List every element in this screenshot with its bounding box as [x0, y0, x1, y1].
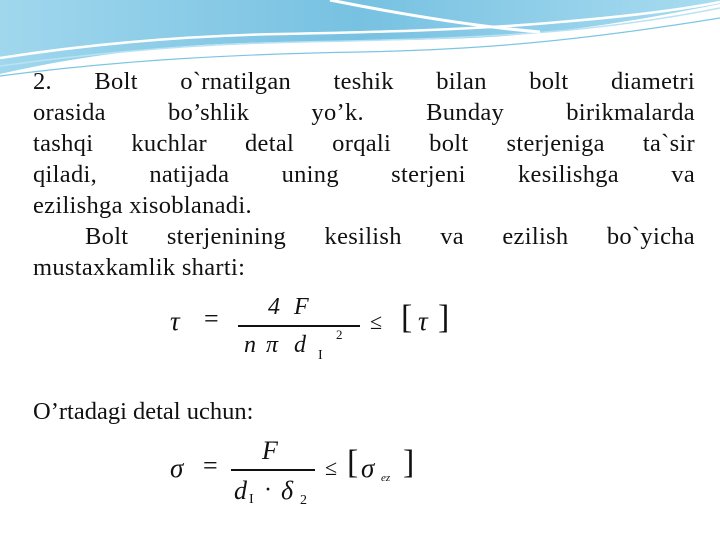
numerator: 4 F — [268, 294, 313, 320]
equals-sign: = — [203, 451, 218, 480]
text-line: tashqi kuchlar detal orqali bolt sterjeniga ta`sir — [33, 130, 695, 157]
text-line: Bolt sterjenining kesilish va ezilish bo`yicha — [85, 223, 695, 250]
leq-sign: ≤ — [370, 309, 383, 334]
left-bracket: [ — [401, 299, 413, 336]
sub-heading: O’rtadagi detal uchun: — [33, 398, 254, 425]
text-line: qiladi, natijada uning sterjeni kesilishga va — [33, 161, 695, 188]
denominator-subscript-1: I — [249, 492, 254, 507]
tau-symbol: τ — [170, 306, 180, 336]
denominator-d: d — [234, 476, 247, 505]
text-line: mustaxkamlik sharti: — [33, 254, 246, 281]
denominator-exponent: 2 — [336, 327, 343, 342]
left-bracket: [ — [347, 444, 359, 481]
allowable-subscript: ez — [381, 472, 391, 484]
allowable-sigma: σ — [361, 453, 375, 483]
numerator-F: F — [262, 436, 278, 465]
sigma-symbol: σ — [170, 453, 184, 483]
denominator-pi: π — [266, 332, 279, 358]
allowable-tau: τ — [418, 306, 428, 336]
text-line: orasida bo’shlik yo’k. Bunday birikmalarda — [33, 99, 695, 126]
equals-sign: = — [204, 304, 219, 333]
dot-operator: · — [264, 477, 272, 503]
right-bracket: ] — [438, 299, 450, 336]
denominator-subscript-2: 2 — [300, 493, 307, 508]
denominator-subscript: I — [318, 348, 323, 363]
denominator-n: n — [244, 332, 256, 358]
denominator-delta: δ — [281, 476, 294, 505]
right-bracket: ] — [403, 444, 415, 481]
denominator-d: d — [294, 332, 306, 358]
fraction-bar — [231, 469, 315, 471]
text-line: 2. Bolt o`rnatilgan teshik bilan bolt diametri — [33, 68, 695, 95]
text-line: ezilishga xisoblanadi. — [33, 192, 252, 219]
leq-sign: ≤ — [325, 455, 338, 480]
